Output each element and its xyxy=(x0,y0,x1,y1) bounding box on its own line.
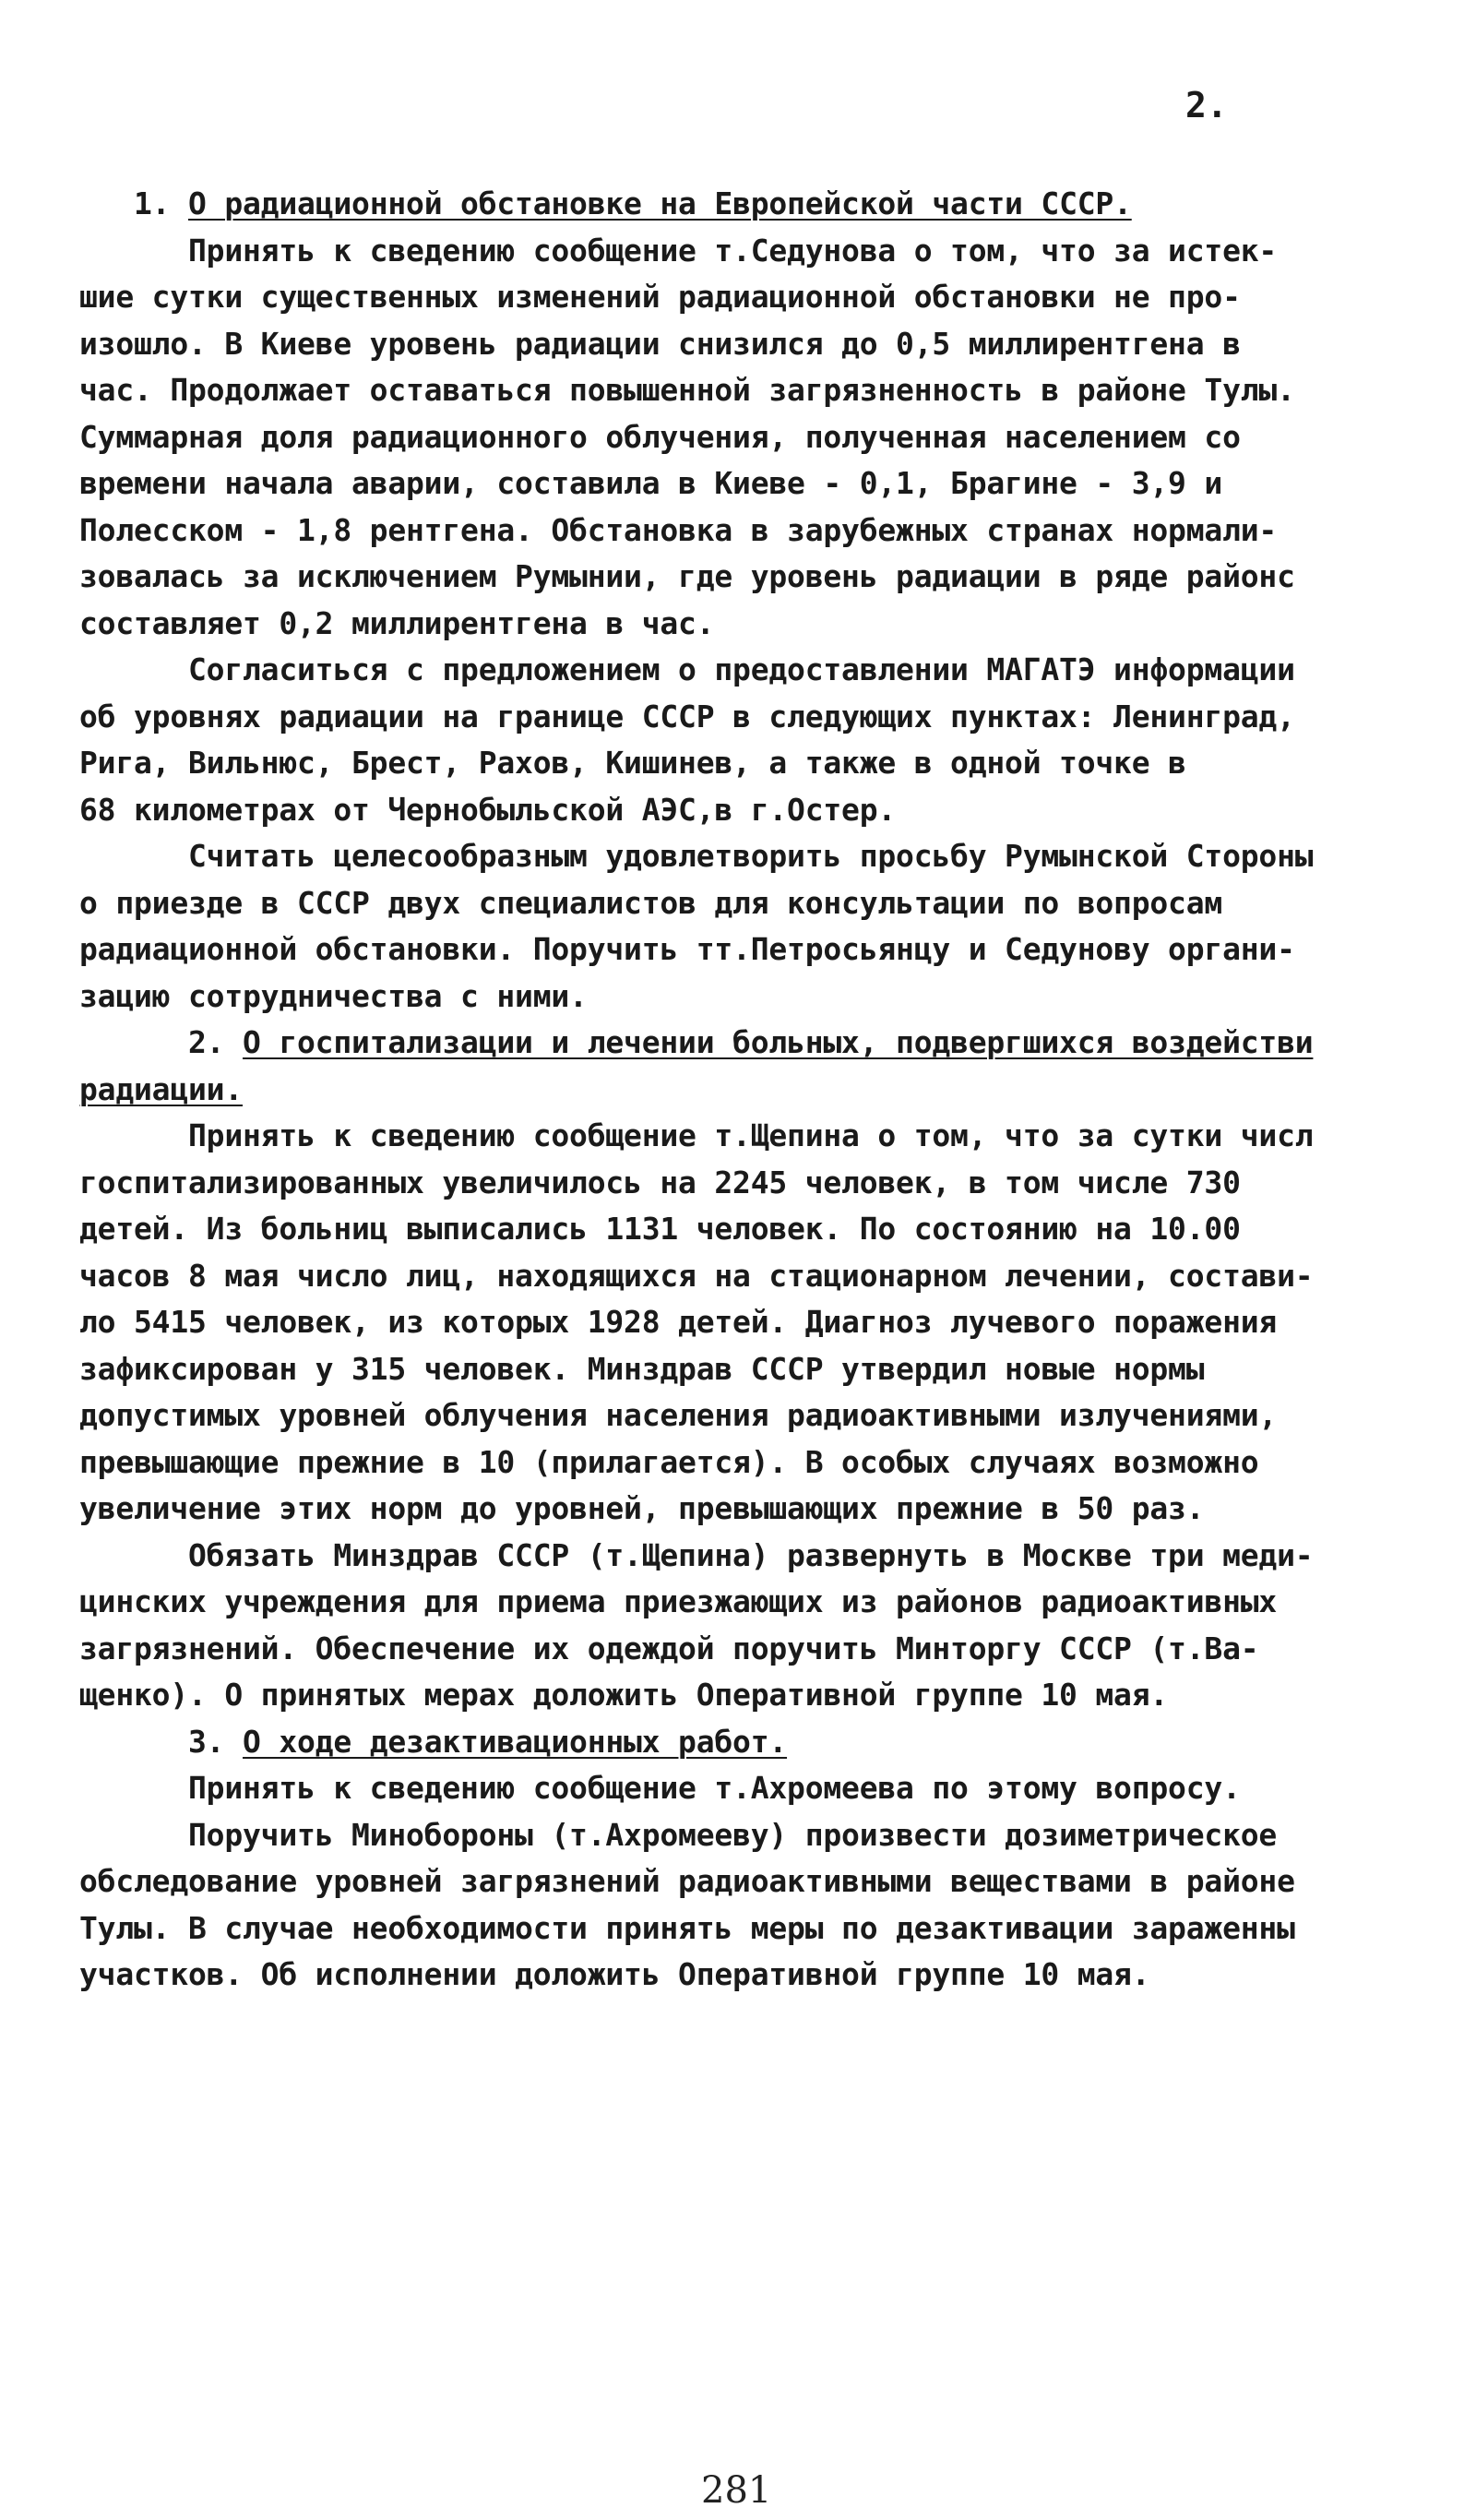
text-line xyxy=(79,1206,1408,1253)
line-text: составляет 0,2 миллирентгена в час. xyxy=(79,604,715,641)
text-line xyxy=(79,321,1408,368)
line-text: зацию сотрудничества с ними. xyxy=(79,977,588,1014)
line-text: Рига, Вильнюс, Брест, Рахов, Кишинев, а также в одной точке в xyxy=(79,745,1186,781)
text-line xyxy=(79,1020,1408,1067)
page-number: 2. xyxy=(1185,85,1228,125)
line-text: Согласиться с предложением о предоставлении МАГАТЭ информации xyxy=(79,651,1295,687)
section-heading-underlined: О радиационной обстановке на Европейской части СССР. xyxy=(188,185,1132,221)
line-text: час. Продолжает оставаться повышенной загрязненность в районе Тулы. xyxy=(79,372,1295,408)
text-line xyxy=(79,1905,1408,1953)
line-text: 2. xyxy=(79,1024,244,1060)
line-text: Принять к сведению сообщение т.Седунова о том, что за истек- xyxy=(79,232,1278,269)
text-line xyxy=(79,1765,1408,1812)
line-text: 68 километрах от Чернобыльской АЭС,в г.Остер. xyxy=(79,791,897,828)
text-line xyxy=(79,1672,1408,1719)
text-line xyxy=(79,1253,1408,1300)
line-text: времени начала аварии, составила в Киеве - 0,1, Брагине - 3,9 и xyxy=(79,465,1223,501)
text-line xyxy=(79,414,1408,461)
text-line xyxy=(79,926,1408,973)
line-text: зовалась за исключением Румынии, где уровень радиации в ряде районс xyxy=(79,558,1295,594)
line-text: госпитализированных увеличилось на 2245 человек, в том числе 730 xyxy=(79,1164,1241,1200)
line-text: Полесском - 1,8 рентгена. Обстановка в зарубежных странах нормали- xyxy=(79,511,1278,548)
line-text: участков. Об исполнении доложить Оперативной группе 10 мая. xyxy=(79,1956,1150,1992)
text-line xyxy=(79,1626,1408,1673)
document-body xyxy=(79,181,1408,1999)
text-line xyxy=(79,1579,1408,1626)
line-text: зафиксирован у 315 человек. Минздрав СССР утвердил новые нормы xyxy=(79,1350,1205,1387)
text-line xyxy=(79,833,1408,880)
line-text: детей. Из больниц выписались 1131 человек. По состоянию на 10.00 xyxy=(79,1211,1241,1247)
archive-page-number: 281 xyxy=(701,2469,772,2512)
line-text: обследование уровней загрязнений радиоактивными веществами в районе xyxy=(79,1863,1295,1899)
line-text: о приезде в СССР двух специалистов для консультации по вопросам xyxy=(79,884,1223,921)
text-line xyxy=(79,274,1408,321)
line-text: загрязнений. Обеспечение их одеждой поручить Минторгу СССР (т.Ва- xyxy=(79,1630,1259,1666)
line-text: изошло. В Киеве уровень радиации снизился до 0,5 миллирентгена в xyxy=(79,325,1241,362)
text-line xyxy=(79,367,1408,414)
text-line xyxy=(79,1533,1408,1580)
text-line xyxy=(79,880,1408,927)
text-line xyxy=(79,694,1408,741)
line-text: 1. xyxy=(79,185,189,221)
section-heading-underlined: О госпитализации и лечении больных, подвергшихся воздействи xyxy=(243,1024,1314,1060)
text-line xyxy=(79,1858,1408,1905)
line-text: 3. xyxy=(79,1723,244,1760)
text-line xyxy=(79,787,1408,834)
text-line xyxy=(79,1392,1408,1439)
line-text: Суммарная доля радиационного облучения, полученная населением со xyxy=(79,418,1241,455)
text-line xyxy=(79,1113,1408,1160)
text-line xyxy=(79,1299,1408,1346)
text-line xyxy=(79,1952,1408,1999)
line-text: шие сутки существенных изменений радиационной обстановки не про- xyxy=(79,279,1241,315)
line-text: Принять к сведению сообщение т.Щепина о том, что за сутки числ xyxy=(79,1117,1314,1153)
line-text: допустимых уровней облучения населения радиоактивными излучениями, xyxy=(79,1397,1278,1433)
text-line xyxy=(79,1160,1408,1207)
text-line xyxy=(79,1486,1408,1533)
section-heading-underlined: О ходе дезактивационных работ. xyxy=(243,1723,788,1760)
text-line xyxy=(79,740,1408,787)
line-text: Считать целесообразным удовлетворить просьбу Румынской Стороны xyxy=(79,838,1314,874)
line-text: Поручить Минобороны (т.Ахромееву) произвести дозиметрическое xyxy=(79,1816,1278,1853)
text-line xyxy=(79,1812,1408,1859)
line-text: щенко). О принятых мерах доложить Оперативной группе 10 мая. xyxy=(79,1677,1169,1713)
line-text: часов 8 мая число лиц, находящихся на стационарном лечении, состави- xyxy=(79,1257,1314,1294)
line-text: цинских учреждения для приема приезжающих из районов радиоактивных xyxy=(79,1583,1278,1619)
text-line xyxy=(79,181,1408,228)
text-line xyxy=(79,460,1408,508)
line-text: увеличение этих норм до уровней, превышающих прежние в 50 раз. xyxy=(79,1490,1205,1526)
line-text: Обязать Минздрав СССР (т.Щепина) развернуть в Москве три меди- xyxy=(79,1536,1314,1573)
text-line xyxy=(79,601,1408,648)
text-line xyxy=(79,1346,1408,1393)
text-line xyxy=(79,973,1408,1021)
section-heading-underlined: радиации. xyxy=(79,1070,244,1107)
text-line xyxy=(79,1439,1408,1487)
text-line xyxy=(79,1719,1408,1766)
line-text: превышающие прежние в 10 (прилагается). В особых случаях возможно xyxy=(79,1443,1259,1480)
line-text: Тулы. В случае необходимости принять меры по дезактивации зараженны xyxy=(79,1909,1295,1946)
line-text: Принять к сведению сообщение т.Ахромеева по этому вопросу. xyxy=(79,1770,1241,1806)
text-line xyxy=(79,228,1408,275)
text-line xyxy=(79,1067,1408,1114)
line-text: ло 5415 человек, из которых 1928 детей. Диагноз лучевого поражения xyxy=(79,1304,1278,1340)
line-text: радиационной обстановки. Поручить тт.Петросьянцу и Седунову органи- xyxy=(79,931,1295,967)
text-line xyxy=(79,508,1408,555)
line-text: об уровнях радиации на границе СССР в следующих пунктах: Ленинград, xyxy=(79,698,1295,735)
text-line xyxy=(79,554,1408,601)
text-line xyxy=(79,647,1408,694)
